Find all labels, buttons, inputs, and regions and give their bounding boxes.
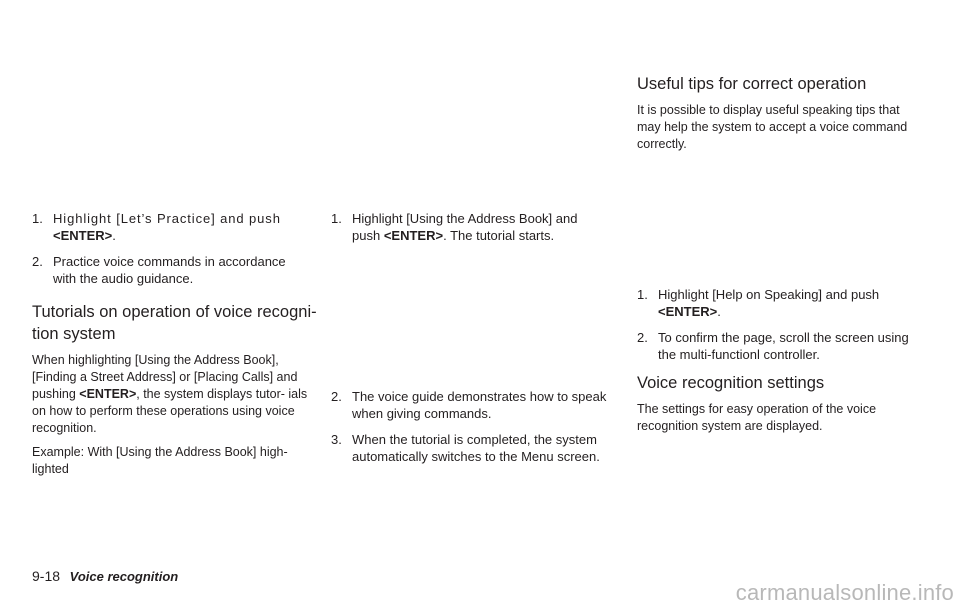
step-text: The voice guide demonstrates how to speak bbox=[352, 389, 607, 404]
section-heading: Voice recognition settings bbox=[637, 374, 825, 392]
step-text: Highlight [Using the Address Book] and bbox=[352, 211, 578, 226]
watermark: carmanualsonline.info bbox=[735, 580, 954, 605]
step-text-continued: with the audio guidance. bbox=[53, 271, 194, 286]
paragraph: It is possible to display useful speaking tips that may help the system to accept a voice command correctly. bbox=[637, 103, 908, 151]
step-text: Highlight [Let’s Practice] and push bbox=[53, 211, 281, 226]
paragraph bbox=[32, 352, 324, 437]
step-text-tail: . bbox=[112, 228, 116, 243]
column-middle-lower bbox=[331, 388, 619, 474]
step-text: Practice voice commands in accordance bbox=[53, 254, 286, 269]
list-item bbox=[331, 388, 619, 422]
step-text: push bbox=[352, 228, 381, 243]
step-number: 3. bbox=[331, 432, 342, 447]
list-item bbox=[637, 329, 917, 363]
page-footer bbox=[32, 568, 178, 584]
step-text: To confirm the page, scroll the screen using bbox=[658, 330, 909, 345]
step-text: Highlight [Help on Speaking] and push bbox=[658, 287, 880, 302]
section-heading: Tutorials on operation of voice recogni- tion system bbox=[32, 303, 317, 343]
list-item bbox=[32, 253, 324, 287]
paragraph: Example: With [Using the Address Book] high- lighted bbox=[32, 445, 288, 476]
step-text-tail: . bbox=[717, 304, 721, 319]
step-number: 2. bbox=[637, 330, 648, 345]
column-left bbox=[32, 210, 324, 485]
step-text-continued: when giving commands. bbox=[352, 406, 492, 421]
step-text-tail: . The tutorial starts. bbox=[443, 228, 555, 243]
column-right bbox=[637, 73, 917, 160]
paragraph-text: When highlighting [Using the Address Book], [Finding a Street Address] or [Placing Calls] and pushing bbox=[32, 353, 298, 401]
page-number: 9-18 bbox=[32, 568, 61, 584]
section-heading: Useful tips for correct operation bbox=[637, 75, 867, 93]
column-right-lower bbox=[637, 286, 917, 442]
list-item bbox=[331, 210, 619, 244]
enter-key-label: <ENTER> bbox=[79, 387, 137, 401]
paragraph-text: , the system displays tutor- ials on how to perform these operations using voice recognition. bbox=[32, 387, 308, 435]
section-name: Voice recognition bbox=[69, 569, 179, 584]
step-number: 1. bbox=[32, 211, 43, 226]
list-item bbox=[331, 431, 619, 465]
paragraph: The settings for easy operation of the voice recognition system are displayed. bbox=[637, 402, 877, 433]
list-item bbox=[32, 210, 324, 244]
step-text-continued: the multi-functionl controller. bbox=[658, 347, 820, 362]
column-middle bbox=[331, 210, 619, 253]
step-number: 2. bbox=[32, 254, 43, 269]
step-text-continued: automatically switches to the Menu screen. bbox=[352, 449, 600, 464]
enter-key-label: <ENTER> bbox=[53, 228, 113, 243]
step-number: 1. bbox=[331, 211, 342, 226]
enter-key-label: <ENTER> bbox=[658, 304, 718, 319]
step-number: 2. bbox=[331, 389, 342, 404]
step-number: 1. bbox=[637, 287, 648, 302]
step-text: When the tutorial is completed, the system bbox=[352, 432, 597, 447]
list-item bbox=[637, 286, 917, 320]
enter-key-label: <ENTER> bbox=[383, 228, 444, 243]
